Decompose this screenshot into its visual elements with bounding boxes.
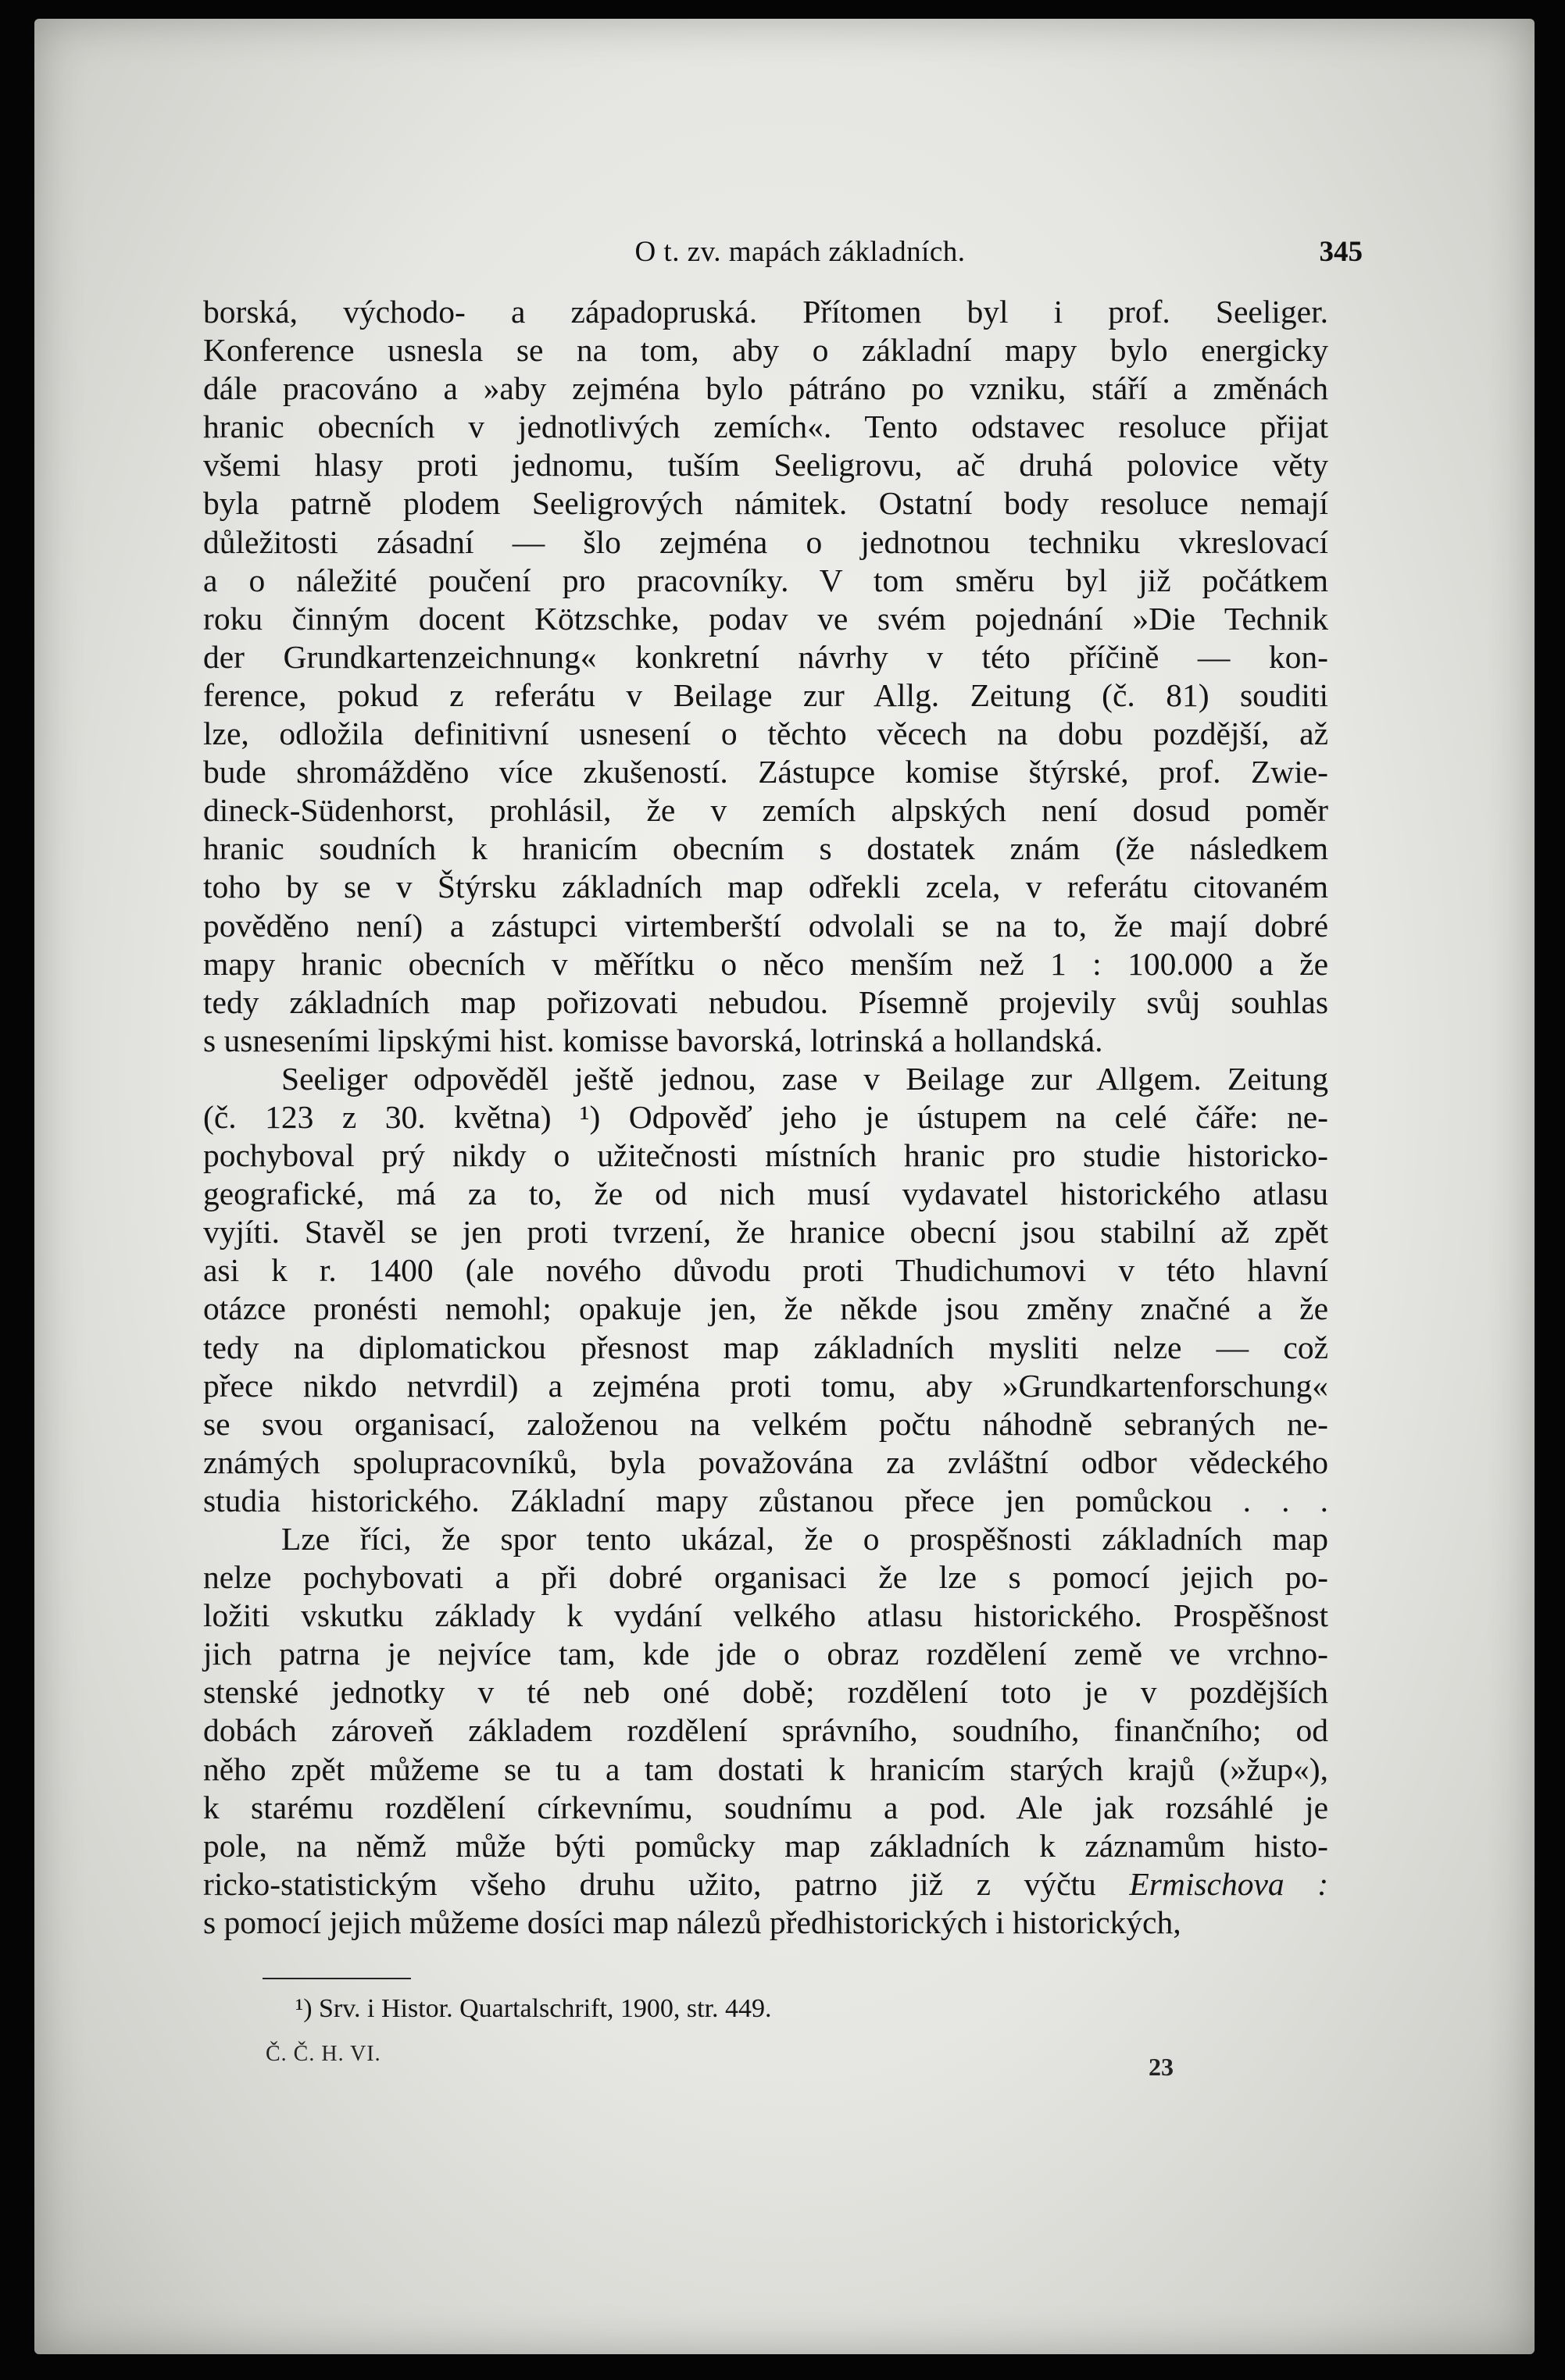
footnote-rule — [263, 1978, 411, 1979]
text-line: přece nikdo netvrdil) a zejména proti tomu, aby »Grundkartenforschung« — [203, 1367, 1328, 1404]
italic-name: Ermischova : — [1129, 1865, 1329, 1902]
text-line: něho zpět můžeme se tu a tam dostati k hranicím starých krajů (»žup«), — [203, 1750, 1328, 1787]
sheet-number: 23 — [1149, 2053, 1174, 2081]
signature-mark: Č. Č. H. VI. — [266, 2042, 381, 2066]
text-line: důležitosti zásadní — šlo zejména o jednotnou techniku vkreslovací — [203, 523, 1328, 560]
text-line: pověděno není) a zástupci virtemberští odvolali se na to, že mají dobré — [203, 907, 1328, 944]
text-line: Konference usnesla se na tom, aby o základní mapy bylo energicky — [203, 332, 1328, 369]
text-line: bude shromážděno více zkušeností. Zástupce komise štýrské, prof. Zwie- — [203, 754, 1328, 790]
text-line: lze, odložila definitivní usnesení o těchto věcech na dobu pozdější, až — [203, 715, 1328, 752]
text-line: vyjíti. Stavěl se jen proti tvrzení, že hranice obecní jsou stabilní až zpět — [203, 1214, 1328, 1251]
text-line: se svou organisací, založenou na velkém počtu náhodně sebraných ne- — [203, 1405, 1328, 1442]
text-line: všemi hlasy proti jednomu, tuším Seeligrovu, ač druhá polovice věty — [203, 447, 1328, 483]
text-line: dobách zároveň základem rozdělení správního, soudního, finančního; od — [203, 1712, 1328, 1749]
text-line: byla patrně plodem Seeligrových námitek. Ostatní body resoluce nemají — [203, 485, 1328, 522]
text-line: jich patrna je nejvíce tam, kde jde o obraz rozdělení země ve vrchno- — [203, 1636, 1328, 1672]
page-number: 345 — [1319, 236, 1363, 268]
text-line: ference, pokud z referátu v Beilage zur Allg. Zeitung (č. 81) souditi — [203, 676, 1328, 713]
text-line: mapy hranic obecních v měřítku o něco menším než 1 : 100.000 a že — [203, 945, 1328, 982]
text-line: toho by se v Štýrsku základních map odřekli zcela, v referátu citovaném — [203, 869, 1328, 905]
text-line: s usneseními lipskými hist. komisse bavorská, lotrinská a hollandská. — [203, 1022, 1103, 1058]
text-line: hranic soudních k hranicím obecním s dostatek znám (že následkem — [203, 830, 1328, 867]
text-line: pochyboval prý nikdy o užitečnosti místních hranic pro studie historicko- — [203, 1137, 1328, 1174]
text-fragment: ricko-statistickým všeho druhu užito, patrno již z výčtu — [203, 1865, 1096, 1902]
running-title: O t. zv. mapách základních. — [634, 236, 966, 268]
text-line: dineck-Südenhorst, prohlásil, že v zemích alpských není dosud poměr — [203, 792, 1328, 829]
text-line: borská, východo- a západopruská. Přítomen byl i prof. Seeliger. — [203, 294, 1328, 330]
text-line: (č. 123 z 30. května) ¹) Odpověď jeho je ústupem na celé čáře: ne- — [203, 1098, 1328, 1135]
text-line: nelze pochybovati a při dobré organisaci že lze s pomocí jejich po- — [203, 1559, 1328, 1596]
text-line: dále pracováno a »aby zejména bylo pátráno po vzniku, stáří a změnách — [203, 370, 1328, 407]
text-line: geografické, má za to, že od nich musí vydavatel historického atlasu — [203, 1176, 1328, 1212]
text-line: der Grundkartenzeichnung« konkretní návrhy v této příčině — kon- — [203, 638, 1328, 675]
text-line: tedy na diplomatickou přesnost map základních mysliti nelze — což — [203, 1329, 1328, 1365]
text-line: tedy základních map pořizovati nebudou. Písemně projevily svůj souhlas — [203, 983, 1328, 1020]
text-line: ložiti vskutku základy k vydání velkého atlasu historického. Prospěšnost — [203, 1597, 1328, 1634]
text-line: s pomocí jejich můžeme dosíci map nálezů předhistorických i historických, — [203, 1904, 1181, 1940]
text-line: studia historického. Základní mapy zůstanou přece jen pomůckou . . . — [203, 1482, 1328, 1518]
text-line: stenské jednotky v té neb oné době; rozdělení toto je v pozdějších — [203, 1674, 1328, 1711]
text-line: Lze říci, že spor tento ukázal, že o prospěšnosti základních map — [281, 1521, 1328, 1557]
running-head — [238, 235, 1363, 282]
text-line: otázce pronésti nemohl; opakuje jen, že někde jsou změny značné a že — [203, 1290, 1328, 1327]
text-line: asi k r. 1400 (ale nového důvodu proti Thudichumovi v této hlavní — [203, 1252, 1328, 1289]
text-line: a o náležité poučení pro pracovníky. V tom směru byl již počátkem — [203, 562, 1328, 598]
body-text — [203, 293, 1328, 1942]
text-line: Seeliger odpověděl ještě jednou, zase v Beilage zur Allgem. Zeitung — [281, 1060, 1328, 1097]
text-line-with-italic — [203, 1865, 1328, 1904]
footnote: ¹) Srv. i Histor. Quartalschrift, 1900, str. 449. — [295, 1994, 772, 2023]
text-line: roku činným docent Kötzschke, podav ve svém pojednání »Die Technik — [203, 600, 1328, 637]
text-line: známých spolupracovníků, byla považována za zvláštní odbor vědeckého — [203, 1443, 1328, 1480]
text-line: hranic obecních v jednotlivých zemích«. Tento odstavec resoluce přijat — [203, 409, 1328, 445]
text-line: k starému rozdělení církevnímu, soudnímu a pod. Ale jak rozsáhlé je — [203, 1789, 1328, 1825]
text-line: pole, na němž může býti pomůcky map základních k záznamům histo- — [203, 1827, 1328, 1864]
